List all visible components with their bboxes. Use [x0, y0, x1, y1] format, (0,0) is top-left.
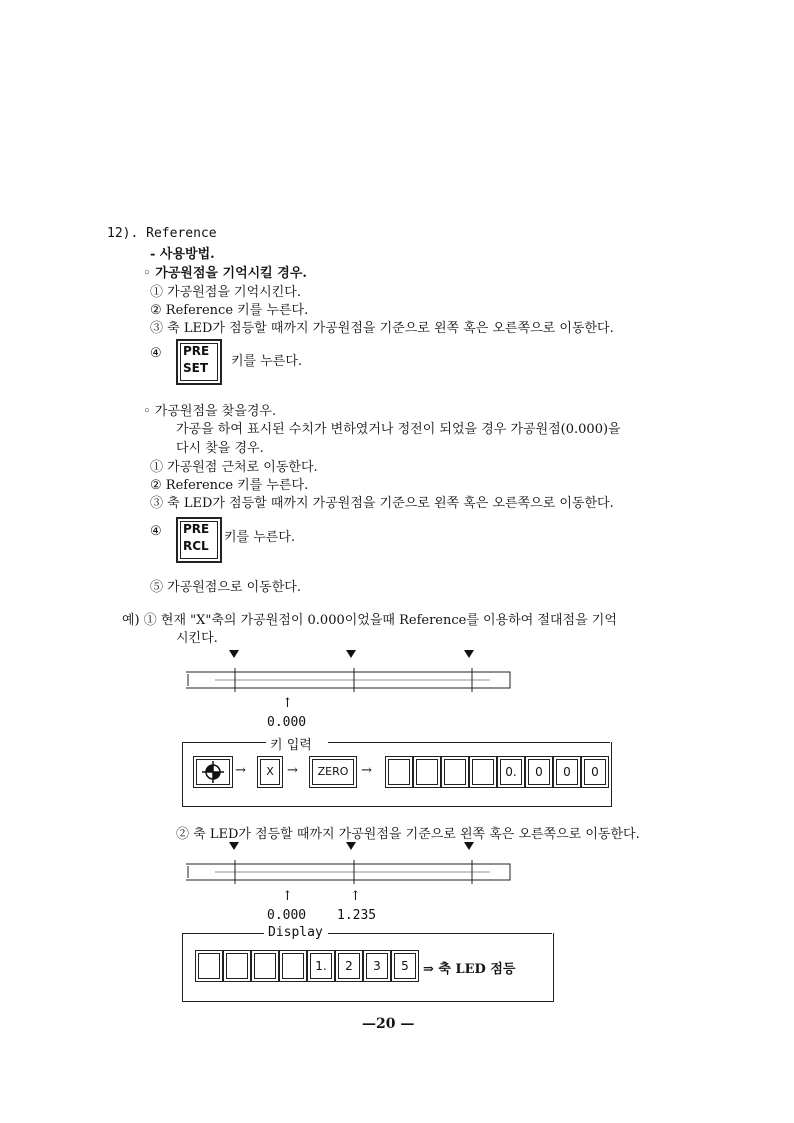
display-digit [413, 756, 441, 788]
usage-label: - 사용방법. [150, 247, 215, 262]
display-digit: 1. [307, 950, 335, 982]
arrow-up-icon: ↑ [282, 889, 293, 904]
case2-step-1: ① 가공원점 근처로 이동한다. [150, 460, 318, 475]
case2-desc-line1: 가공을 하여 표시된 수치가 변하였거나 정전이 되었을 경우 가공원점(0.000)을 [176, 422, 621, 437]
case2-step-3: ③ 축 LED가 점등할 때까지 가공원점을 기준으로 왼쪽 혹은 오른쪽으로 이동한다. [150, 496, 614, 511]
marker-triangle [464, 842, 474, 850]
case2-step-2: ② Reference 키를 누른다. [150, 478, 309, 493]
case1-step-4-num: ④ [150, 346, 162, 361]
marker-triangle [229, 842, 239, 850]
display-digit: 2 [335, 950, 363, 982]
display-digit [279, 950, 307, 982]
section-title: 12). Reference [107, 226, 217, 241]
case1-step-4-text: 키를 누른다. [231, 354, 303, 369]
example-step-2: ② 축 LED가 점등할 때까지 가공원점을 기준으로 왼쪽 혹은 오른쪽으로 이동한다. [176, 827, 640, 842]
case1-heading: ◦ 가공원점을 기억시킬 경우. [143, 266, 307, 281]
arrow-right-icon: → [235, 763, 246, 778]
pre-set-key-line2: SET [183, 361, 209, 375]
key-input-frame [182, 742, 612, 807]
display-digit: 5 [391, 950, 419, 982]
case2-step-5: ⑤ 가공원점으로 이동한다. [150, 580, 301, 595]
page-number: —20 — [362, 1016, 415, 1032]
marker-triangle [464, 650, 474, 658]
display-digit: 0 [553, 756, 581, 788]
marker-triangle [346, 650, 356, 658]
case1-step-1: ① 가공원점을 기억시킨다. [150, 285, 301, 300]
case2-step-4-text: 키를 누른다. [224, 530, 296, 545]
example-line1: 예) ① 현재 "X"축의 가공원점이 0.000이었을때 Reference를 이용하여 절대점을 기억 [122, 613, 617, 628]
scale-bar-2 [180, 854, 520, 884]
case2-heading: ◦ 가공원점을 찾을경우. [143, 404, 277, 419]
crosshair-icon [194, 757, 232, 787]
keyinput-label: 키 입력 [270, 738, 312, 753]
label-origin: 0.000 [267, 908, 307, 923]
display-digit: 0 [525, 756, 553, 788]
display-digit [385, 756, 413, 788]
display-digit: 0 [581, 756, 609, 788]
pre-rcl-key-line2: RCL [183, 539, 209, 553]
origin-label: 0.000 [267, 715, 307, 730]
x-key: X [257, 756, 283, 788]
case1-step-3: ③ 축 LED가 점등할 때까지 가공원점을 기준으로 왼쪽 혹은 오른쪽으로 이동한다. [150, 321, 614, 336]
display-digit [469, 756, 497, 788]
arrow-right-icon: → [361, 763, 372, 778]
display-digit [195, 950, 223, 982]
display-digit: 3 [363, 950, 391, 982]
arrow-right-icon: → [287, 763, 298, 778]
arrow-up-icon: ↑ [350, 889, 361, 904]
scale-bar-1 [180, 662, 520, 692]
display-digit: 0. [497, 756, 525, 788]
pre-set-key [176, 339, 222, 385]
example-line2: 시킨다. [176, 631, 218, 646]
display-digit [223, 950, 251, 982]
marker-triangle [229, 650, 239, 658]
pre-rcl-key-line1: PRE [183, 522, 210, 536]
display-readout-2 [195, 950, 425, 982]
case2-step-4-num: ④ [150, 524, 162, 539]
case2-desc-line2: 다시 찾을 경우. [176, 441, 264, 456]
display-digit [251, 950, 279, 982]
case1-step-2: ② Reference 키를 누른다. [150, 303, 309, 318]
display-digit [441, 756, 469, 788]
arrow-up-icon: ↑ [282, 696, 293, 711]
marker-triangle [346, 842, 356, 850]
zero-key: ZERO [309, 756, 357, 788]
led-note: ⇒ 축 LED 점등 [423, 962, 516, 977]
reference-key [193, 756, 233, 788]
pre-set-key-line1: PRE [183, 344, 210, 358]
key-sequence [193, 756, 603, 788]
display-label: Display [268, 925, 323, 940]
display-frame [182, 933, 554, 1002]
pre-rcl-key [176, 517, 222, 563]
label-moved: 1.235 [337, 908, 377, 923]
display-readout-1 [385, 756, 605, 788]
